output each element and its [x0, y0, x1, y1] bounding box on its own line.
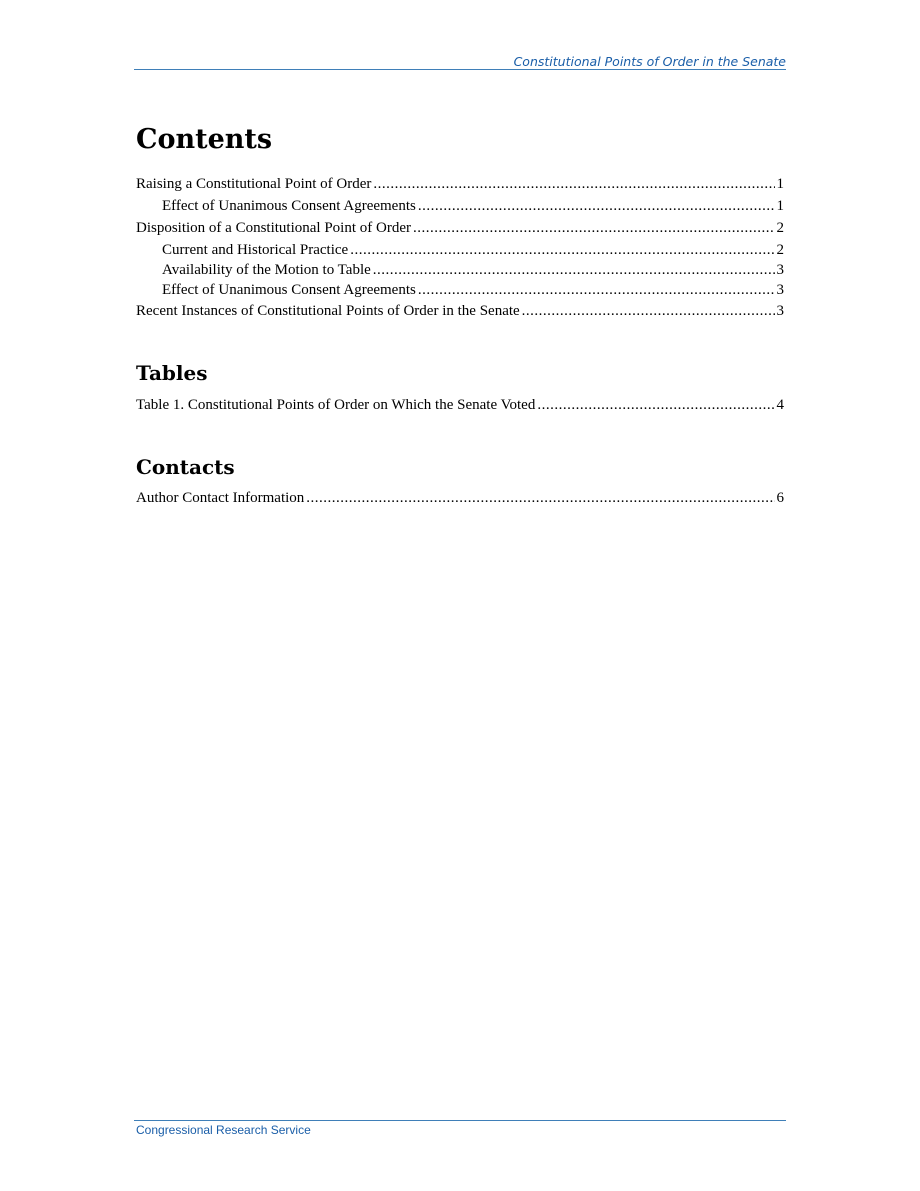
- toc-entry-raising[interactable]: [136, 174, 784, 194]
- toc-entry-page: 3: [776, 303, 784, 319]
- contacts-list: [136, 488, 784, 508]
- dot-leader: [373, 174, 774, 194]
- toc-entry-title: Author Contact Information: [136, 490, 305, 506]
- toc-entry-uca-1[interactable]: [136, 196, 784, 216]
- running-header: Constitutional Points of Order in the Senate: [513, 54, 786, 69]
- dot-leader: [350, 240, 774, 260]
- tables-list: [136, 395, 784, 415]
- tables-section: [136, 360, 784, 386]
- dot-leader: [522, 301, 775, 321]
- toc-entry-title: Raising a Constitutional Point of Order: [136, 176, 372, 192]
- dot-leader: [418, 196, 775, 216]
- toc-entry-page: 4: [776, 397, 784, 413]
- tables-heading: Tables: [136, 361, 208, 385]
- toc-entry-title: Effect of Unanimous Consent Agreements: [162, 198, 416, 214]
- contents-heading: Contents: [136, 124, 273, 155]
- toc-entry-page: 6: [776, 490, 784, 506]
- toc-entry-page: 3: [776, 282, 784, 298]
- toc-entry-title: Disposition of a Constitutional Point of Order: [136, 220, 411, 236]
- toc-entry-title: Availability of the Motion to Table: [162, 262, 371, 278]
- dot-leader: [306, 488, 774, 508]
- toc-entry-title: Table 1. Constitutional Points of Order on Which the Senate Voted: [136, 397, 536, 413]
- toc-entry-current-practice[interactable]: [136, 240, 784, 260]
- toc-entry-motion-to-table[interactable]: [136, 260, 784, 280]
- toc-entry-title: Effect of Unanimous Consent Agreements: [162, 282, 416, 298]
- toc-entry-table-1[interactable]: [136, 395, 784, 415]
- contacts-section: [136, 454, 784, 480]
- toc-entry-uca-2[interactable]: [136, 280, 784, 300]
- toc-entry-recent-instances[interactable]: [136, 301, 784, 321]
- toc-entry-title: Current and Historical Practice: [162, 242, 349, 258]
- footer-text: Congressional Research Service: [136, 1123, 311, 1137]
- toc-entry-disposition[interactable]: [136, 218, 784, 238]
- toc-entry-page: 2: [776, 242, 784, 258]
- toc-entry-title: Recent Instances of Constitutional Points of Order in the Senate: [136, 303, 520, 319]
- contacts-heading: Contacts: [136, 455, 235, 479]
- toc-entry-page: 3: [776, 262, 784, 278]
- toc-entry-page: 1: [776, 176, 784, 192]
- contents-section: [136, 124, 784, 156]
- dot-leader: [537, 395, 774, 415]
- header-rule: [134, 69, 786, 70]
- contents-list: [136, 174, 784, 321]
- toc-entry-author-contact[interactable]: [136, 488, 784, 508]
- toc-entry-page: 1: [776, 198, 784, 214]
- dot-leader: [373, 260, 775, 280]
- footer-rule: [134, 1120, 786, 1121]
- dot-leader: [413, 218, 775, 238]
- toc-entry-page: 2: [776, 220, 784, 236]
- dot-leader: [418, 280, 775, 300]
